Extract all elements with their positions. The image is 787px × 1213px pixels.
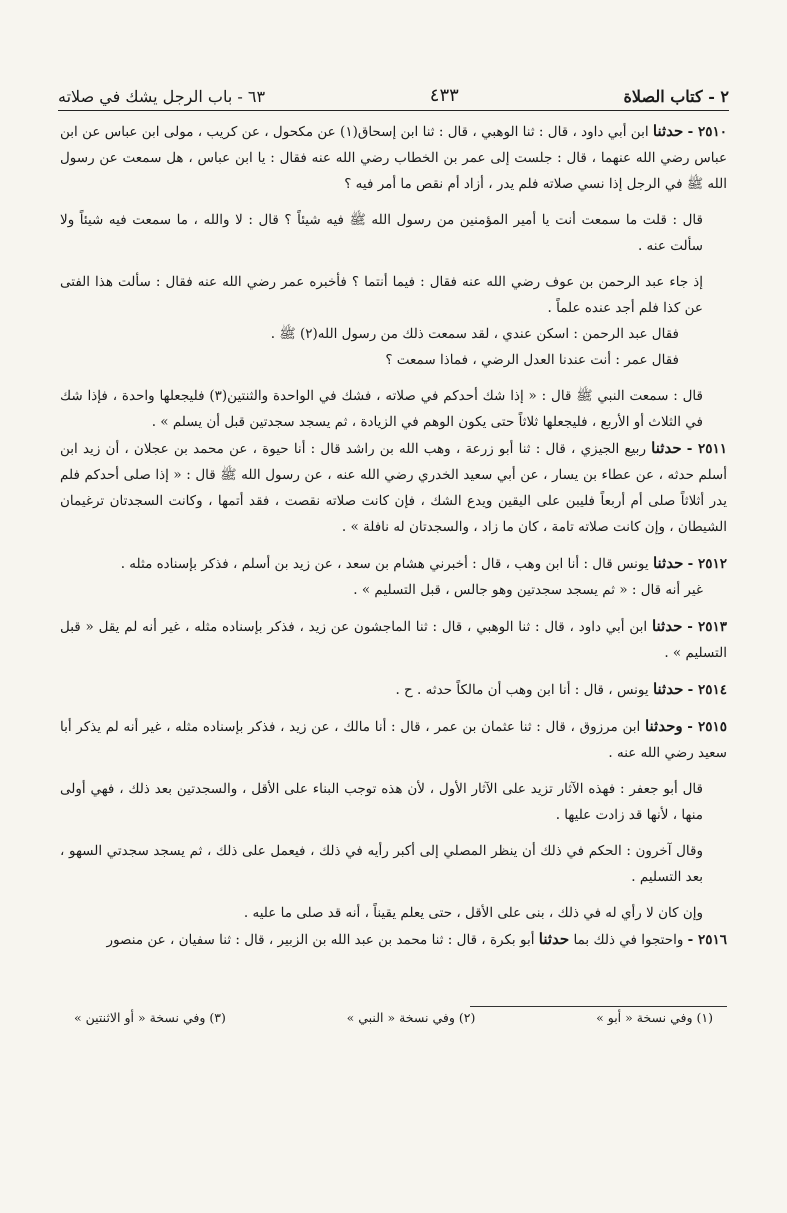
hadith-text: يونس ، قال : أنا ابن وهب أن مالكاً حدثه . ح . bbox=[395, 682, 649, 698]
paragraph-text: قال : سمعت النبي ﷺ قال : « إذا شك أحدكم في صلاته ، فشك في الواحدة والثنتين(٣) فليجعلها واحدة ، فإذا شك في الثلاث أو الأربع ، فليجعلها ثلاثاً حتى يكون الوهم في الزيادة ، ثم يسجد سجدتين قبل أن يسلم » . bbox=[60, 388, 703, 430]
hadith-2512 bbox=[60, 550, 727, 577]
hadith-text: واحتجوا في ذلك بما bbox=[573, 932, 684, 948]
haddathana-word: حدثنا bbox=[651, 617, 683, 635]
paragraph bbox=[60, 383, 727, 435]
hadith-text: ربيع الجيزي ، قال : ثنا أبو زرعة ، وهب الله بن راشد قال : أنا حيوة ، عن محمد بن عجلان ، أن زيد ابن أسلم حدثه ، عن عطاء بن يسار ، عن أبي سعيد الخدري رضي الله عنه ، عن رسول الله ﷺ قال : « إذا صلى أحدكم فلم يدر أثلاثاً صلى أم أربعاً فليبن على اليقين ويدع الشك ، فإن كانت صلاته نقصت ، فقد أتمها ، وكانت السجدتان ترغيمان الشيطان ، وإن كانت صلاته تامة ، كان ما زاد ، والسجدتان له نافلة » . bbox=[60, 441, 727, 535]
paragraph bbox=[60, 577, 727, 603]
footnote-1: (١) وفي نسخة « أبو » bbox=[596, 1010, 713, 1025]
hadith-2511 bbox=[60, 435, 727, 540]
chapter-title: ٦٣ - باب الرجل يشك في صلاته bbox=[58, 87, 266, 106]
hadith-number: ٢٥١٤ - bbox=[687, 682, 727, 698]
paragraph bbox=[60, 207, 727, 259]
paragraph-text: قال أبو جعفر : فهذه الآثار تزيد على الآثار الأول ، لأن هذه توجب البناء على الأقل ، والسجدتين بعد ذلك ، فهي أولى منها ، لأنها قد زادت عليها . bbox=[60, 781, 703, 823]
paragraph bbox=[60, 269, 727, 321]
footnote-2: (٢) وفي نسخة « النبي » bbox=[346, 1010, 476, 1025]
hadith-text-continued: أبو بكرة ، قال : ثنا محمد بن عبد الله بن الزبير ، قال : ثنا سفيان ، عن منصور bbox=[106, 932, 535, 948]
footnote-3: (٣) وفي نسخة « أو الاثنتين » bbox=[74, 1010, 226, 1025]
main-text bbox=[60, 118, 727, 953]
hadith-2510 bbox=[60, 118, 727, 197]
haddathana-word: حدثنا bbox=[652, 122, 684, 140]
haddathana-word: حدثنا bbox=[652, 554, 684, 572]
hadith-text: ابن أبي داود ، قال : ثنا الوهبي ، قال : ثنا ابن إسحاق(١) عن مكحول ، عن كريب ، مولى ابن عباس عن ابن عباس رضي الله عنهما ، قال : جلست إلى عمر بن الخطاب رضي الله عنه فقال : يا ابن عباس ، هل سمعت عن رسول الله ﷺ في الرجل إذا نسي صلاته فلم يدر ، أزاد أم نقص ما أمر فيه ؟ bbox=[60, 124, 727, 192]
hadith-2515 bbox=[60, 713, 727, 766]
paragraph-text: وإن كان لا رأي له في ذلك ، بنى على الأقل ، حتى يعلم يقيناً ، أنه قد صلى ما عليه . bbox=[243, 905, 703, 921]
hadith-number: ٢٥١١ - bbox=[686, 441, 728, 457]
paragraph-text: غير أنه قال : « ثم يسجد سجدتين وهو جالس ، قبل التسليم » . bbox=[353, 582, 703, 598]
paragraph-text: فقال عمر : أنت عندنا العدل الرضي ، فماذا سمعت ؟ bbox=[385, 352, 679, 368]
paragraph-text: فقال عبد الرحمن : اسكن عندي ، لقد سمعت ذلك من رسول الله(٢) ﷺ . bbox=[270, 326, 679, 342]
header-divider bbox=[58, 110, 729, 111]
hadith-2514 bbox=[60, 676, 727, 703]
haddathana-word: حدثنا bbox=[651, 439, 682, 457]
paragraph bbox=[60, 776, 727, 828]
footnotes bbox=[60, 1010, 727, 1025]
hadith-2513 bbox=[60, 613, 727, 666]
footnote-divider bbox=[470, 1006, 727, 1007]
hadith-number: ٢٥١٢ - bbox=[687, 556, 727, 572]
paragraph bbox=[60, 347, 727, 373]
haddathana-word: حدثنا bbox=[652, 680, 684, 698]
page-number: ٤٣٣ bbox=[429, 85, 459, 106]
hadith-number: ٢٥١٦ - bbox=[687, 932, 727, 948]
hadith-number: ٢٥١٣ - bbox=[687, 619, 728, 635]
paragraph-text: قال : قلت ما سمعت أنت يا أمير المؤمنين من رسول الله ﷺ فيه شيئاً ؟ قال : لا والله ، ما سمعت فيه شيئاً ولا سألت عنه . bbox=[60, 212, 703, 254]
hadith-text: ابن مرزوق ، قال : ثنا عثمان بن عمر ، قال : أنا مالك ، عن زيد ، فذكر بإسناده مثله ، غير أنه لم يذكر أبا سعيد رضي الله عنه . bbox=[60, 719, 727, 761]
hadith-number: ٢٥١٥ - bbox=[687, 719, 728, 735]
hadith-number: ٢٥١٠ - bbox=[687, 124, 727, 140]
hadith-2516 bbox=[60, 926, 727, 953]
paragraph-text: وقال آخرون : الحكم في ذلك أن ينظر المصلي إلى أكبر رأيه في ذلك ، فيعمل على ذلك ، ثم يسجد سجدتي السهو ، بعد التسليم . bbox=[60, 843, 703, 885]
paragraph bbox=[60, 321, 727, 347]
book-title: ٢ - كتاب الصلاة bbox=[623, 87, 729, 106]
hadith-text: ابن أبي داود ، قال : ثنا الوهبي ، قال : ثنا الماجشون عن زيد ، فذكر بإسناده مثله ، غير أنه لم يقل « قبل التسليم » . bbox=[60, 619, 727, 661]
haddathana-word: وحدثنا bbox=[644, 717, 683, 735]
hadith-text: يونس قال : أنا ابن وهب ، قال : أخبرني هشام بن سعد ، عن زيد بن أسلم ، فذكر بإسناده مثله . bbox=[120, 556, 649, 572]
page-header bbox=[58, 70, 729, 106]
paragraph bbox=[60, 838, 727, 890]
paragraph-text: إذ جاء عبد الرحمن بن عوف رضي الله عنه فقال : فيما أنتما ؟ فأخبره عمر رضي الله عنه فقال : سألت هذا الفتى عن كذا فلم أجد عنده علماً . bbox=[60, 274, 703, 316]
paragraph bbox=[60, 900, 727, 926]
haddathana-word: حدثنا bbox=[538, 930, 570, 948]
